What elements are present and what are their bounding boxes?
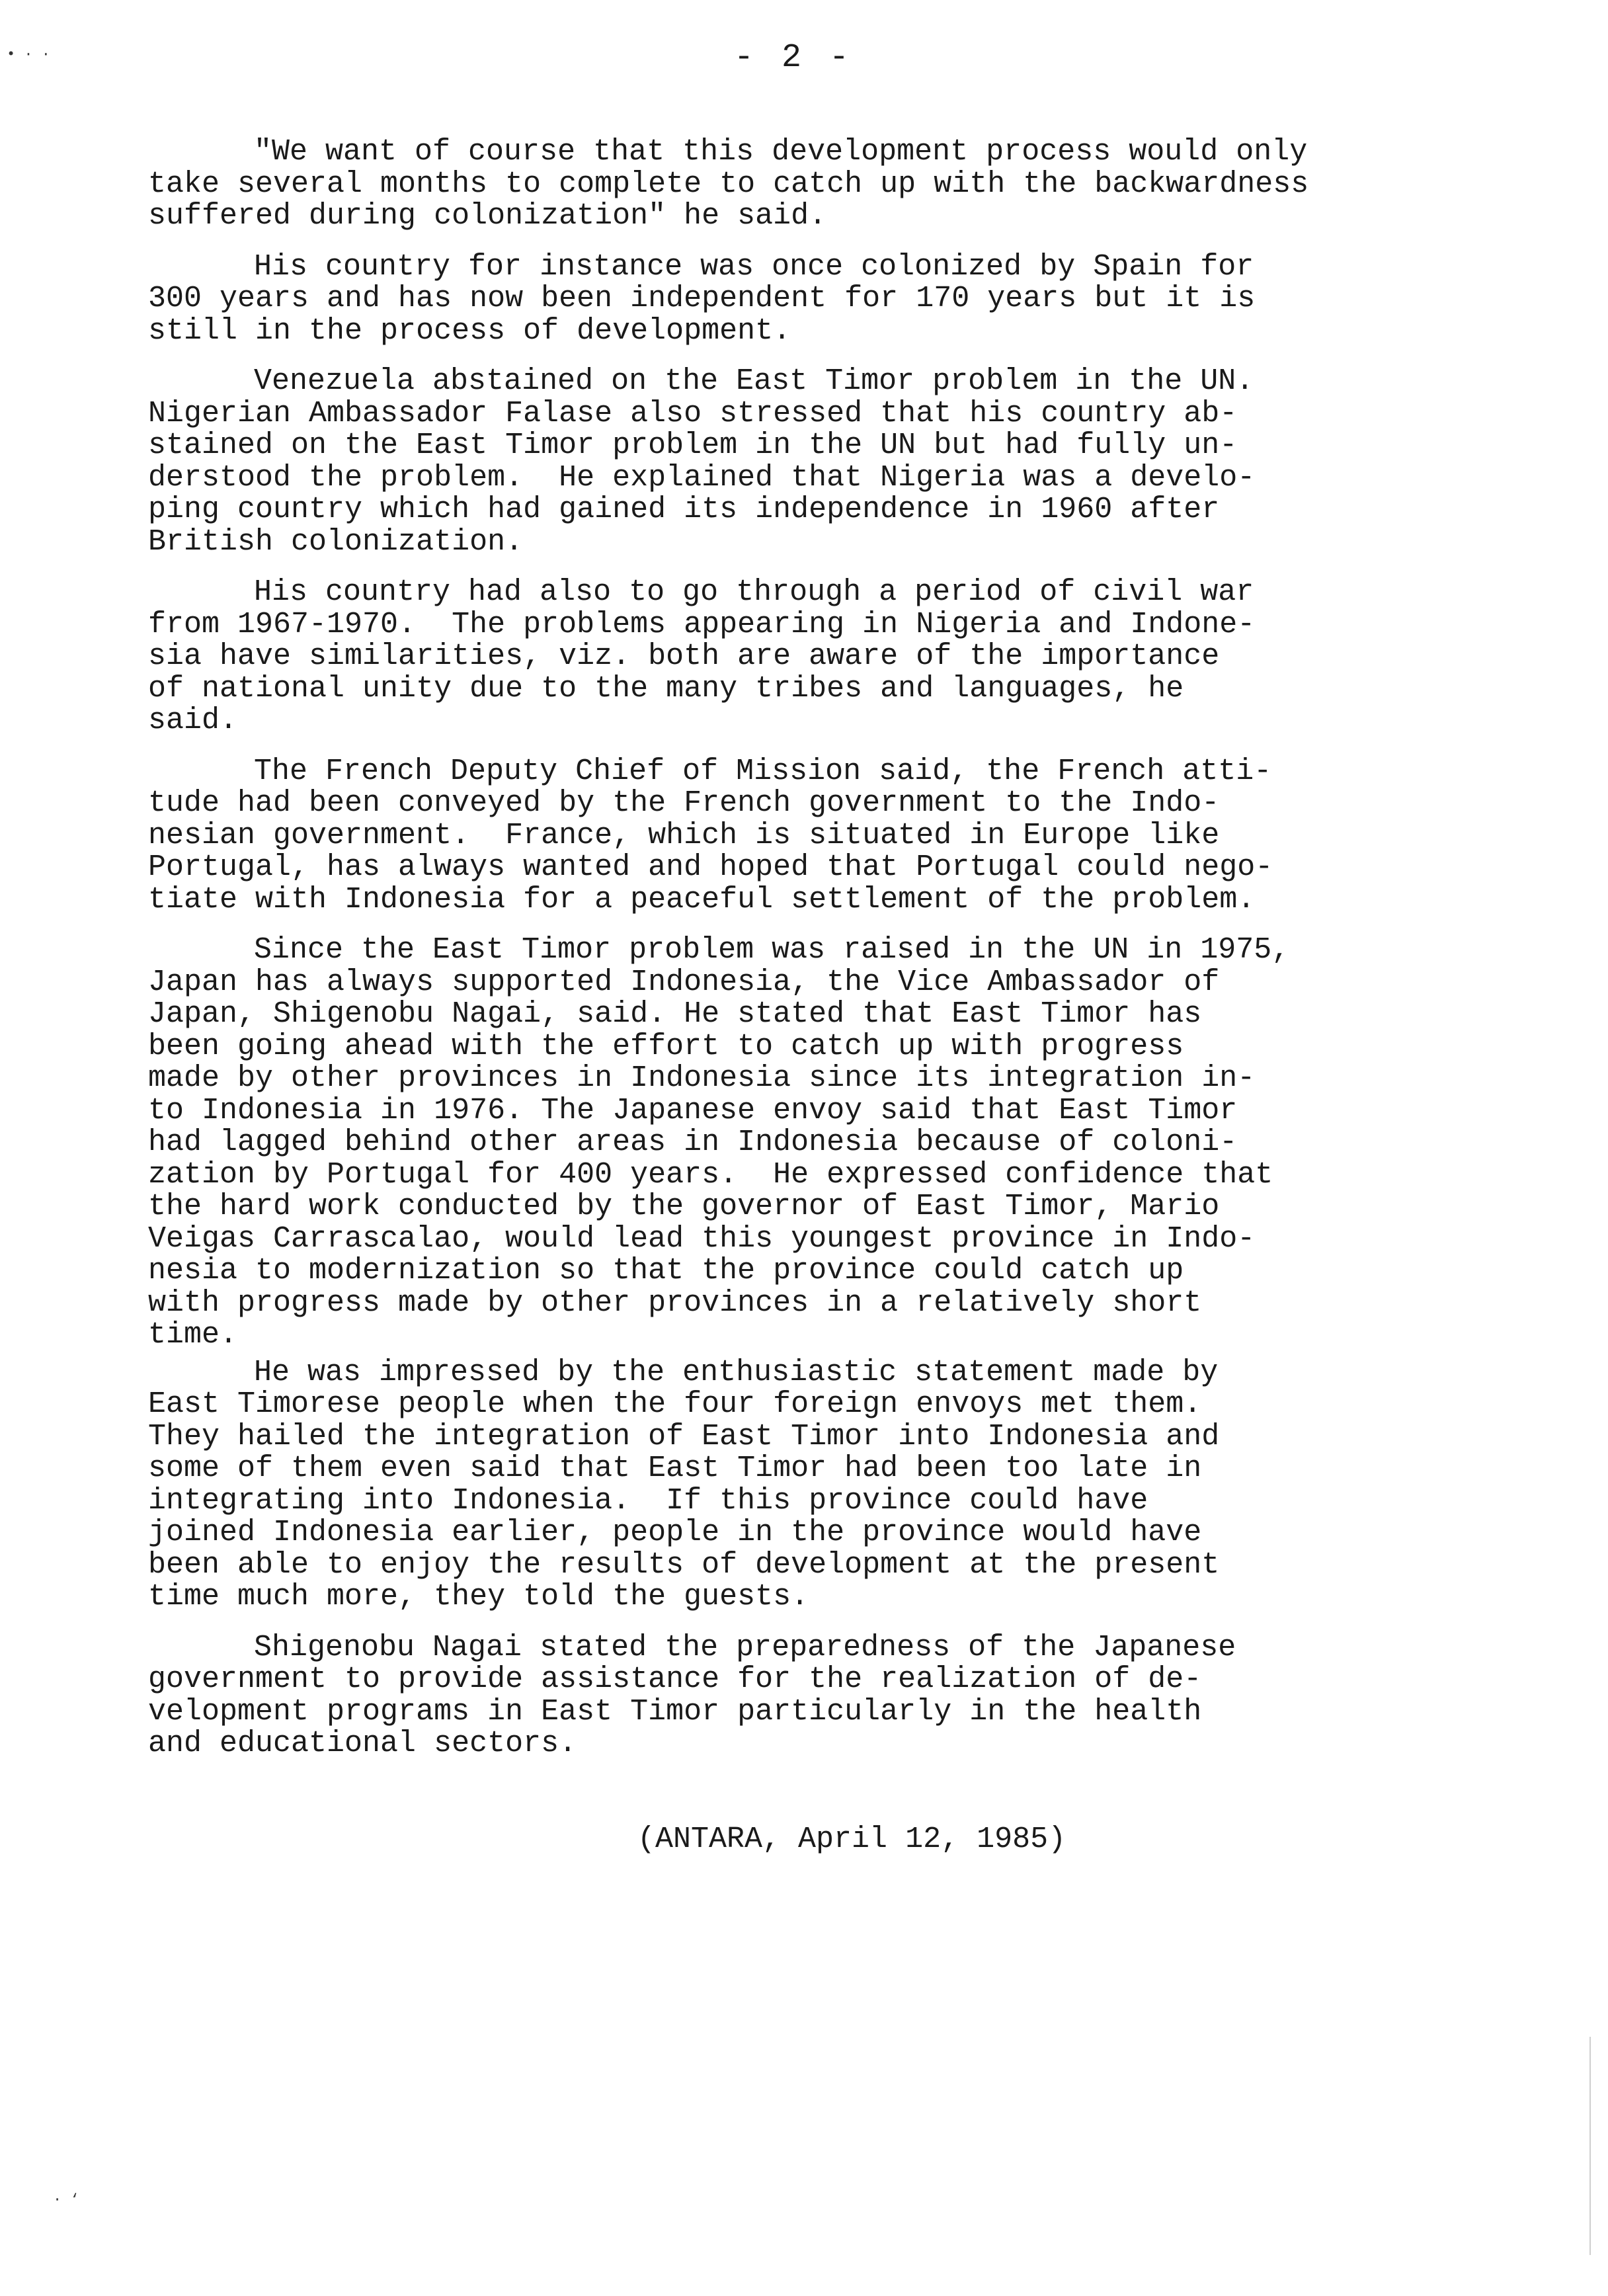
paragraph-4 [148, 577, 1477, 737]
paragraph-6 [148, 934, 1477, 1352]
text-line: some of them even said that East Timor had been too late in [148, 1452, 1202, 1485]
text-line: been able to enjoy the results of development at the present [148, 1547, 1220, 1582]
text-line: He was impressed by the enthusiastic statement made by [254, 1355, 1219, 1389]
text-line: Japan, Shigenobu Nagai, said. He stated that East Timor has [148, 997, 1202, 1031]
paragraph-3 [148, 366, 1477, 558]
text-line: time. [148, 1318, 238, 1352]
text-line: Japan has always supported Indonesia, the Vice Ambassador of [148, 965, 1220, 999]
text-line: from 1967-1970. The problems appearing in Nigeria and Indone- [148, 607, 1256, 641]
text-line: tude had been conveyed by the French government to the Indo- [148, 786, 1220, 820]
text-line: suffered during colonization" he said. [148, 199, 827, 233]
text-line: said. [148, 704, 238, 737]
text-line: derstood the problem. He explained that Nigeria was a develo- [148, 460, 1256, 495]
text-line: velopment programs in East Timor particularly in the health [148, 1694, 1202, 1729]
paragraph-1 [148, 136, 1477, 233]
scan-speck-bottom-left: · ‘ [53, 2192, 79, 2208]
text-line: stained on the East Timor problem in the UN but had fully un- [148, 429, 1238, 462]
text-line: They hailed the integration of East Timor into Indonesia and [148, 1419, 1220, 1454]
text-line: Since the East Timor problem was raised in the UN in 1975, [254, 933, 1290, 967]
text-line: nesian government. France, which is situated in Europe like [148, 818, 1220, 852]
text-line: joined Indonesia earlier, people in the province would have [148, 1516, 1202, 1549]
text-line: "We want of course that this development process would only [254, 135, 1308, 169]
text-line: been going ahead with the effort to catch up with progress [148, 1029, 1184, 1063]
text-line: nesia to modernization so that the province could catch up [148, 1254, 1184, 1288]
text-line: had lagged behind other areas in Indonesia because of coloni- [148, 1126, 1238, 1159]
text-line: British colonization. [148, 524, 524, 559]
text-line: Nigerian Ambassador Falase also stressed that his country ab- [148, 396, 1238, 430]
text-line: tiate with Indonesia for a peaceful settlement of the problem. [148, 882, 1256, 917]
text-line: government to provide assistance for the realization of de- [148, 1662, 1202, 1696]
text-line: to Indonesia in 1976. The Japanese envoy said that East Timor [148, 1093, 1238, 1128]
scan-margin-line [1589, 2037, 1591, 2255]
paragraph-8 [148, 1632, 1477, 1760]
text-line: the hard work conducted by the governor of East Timor, Mario [148, 1190, 1220, 1223]
scan-speck-top-left: • · · [7, 46, 51, 63]
text-line: time much more, they told the guests. [148, 1580, 809, 1614]
article-body [148, 136, 1477, 1779]
paragraph-2 [148, 251, 1477, 348]
source-citation: (ANTARA, April 12, 1985) [637, 1823, 1066, 1856]
text-line: His country had also to go through a period of civil war [254, 575, 1254, 609]
text-line: ping country which had gained its independence in 1960 after [148, 493, 1220, 526]
page-number: - 2 - [734, 39, 854, 77]
text-line: still in the process of development. [148, 313, 791, 348]
text-line: The French Deputy Chief of Mission said, the French atti- [254, 754, 1272, 788]
text-line: zation by Portugal for 400 years. He expressed confidence that [148, 1157, 1273, 1192]
text-line: integrating into Indonesia. If this province could have [148, 1483, 1148, 1518]
text-line: with progress made by other provinces in a relatively short [148, 1286, 1202, 1320]
text-line: Veigas Carrascalao, would lead this youngest province in Indo- [148, 1221, 1256, 1256]
text-line: Shigenobu Nagai stated the preparedness of the Japanese [254, 1630, 1236, 1664]
text-line: take several months to complete to catch up with the backwardness [148, 167, 1309, 201]
text-line: made by other provinces in Indonesia since its integration in- [148, 1061, 1256, 1095]
text-line: Venezuela abstained on the East Timor problem in the UN. [254, 364, 1254, 398]
text-line: Portugal, has always wanted and hoped that Portugal could nego- [148, 850, 1273, 884]
text-line: His country for instance was once colonized by Spain for [254, 249, 1254, 284]
text-line: East Timorese people when the four foreign envoys met them. [148, 1387, 1202, 1421]
text-line: 300 years and has now been independent for 170 years but it is [148, 282, 1256, 315]
text-line: of national unity due to the many tribes and languages, he [148, 671, 1184, 706]
text-line: and educational sectors. [148, 1727, 577, 1760]
text-line: sia have similarities, viz. both are aware of the importance [148, 639, 1220, 673]
paragraph-5 [148, 756, 1477, 917]
paragraph-7 [148, 1357, 1477, 1614]
